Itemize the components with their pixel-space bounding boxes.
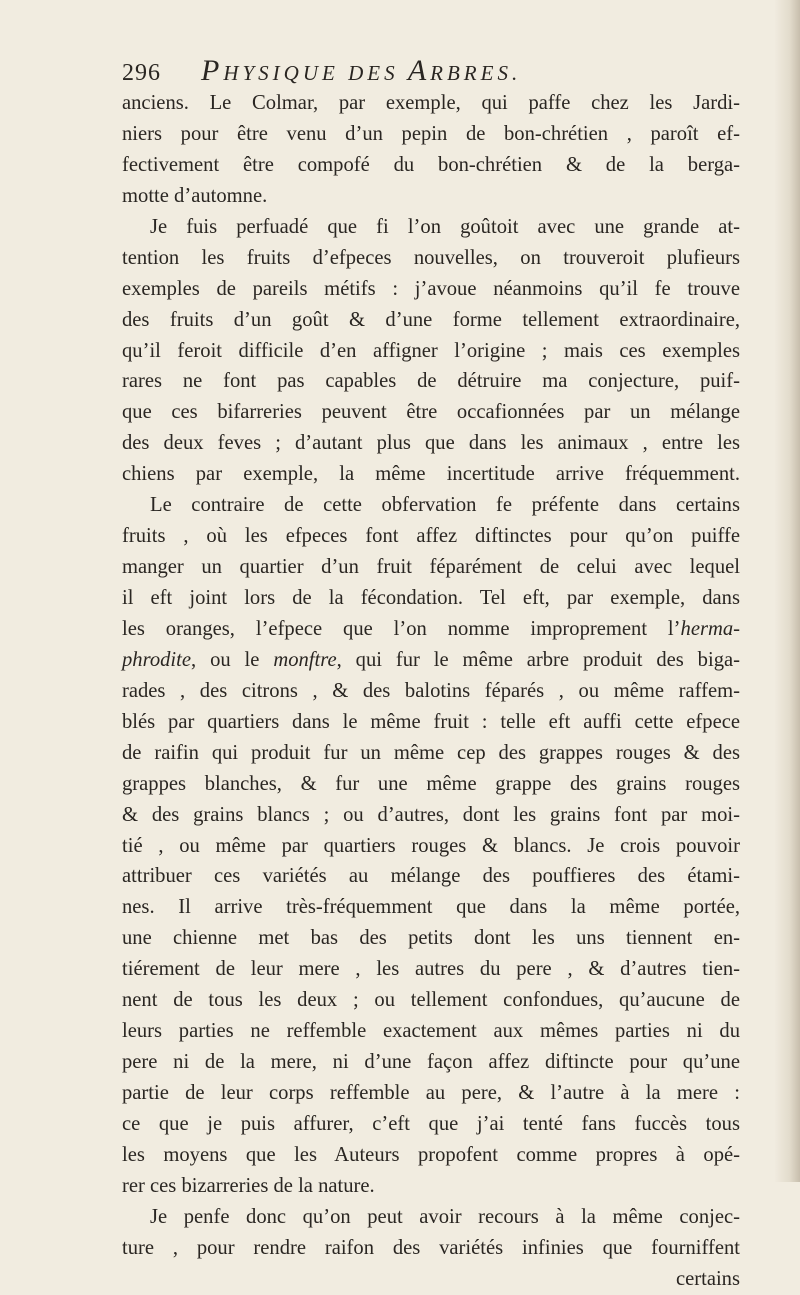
text-line: grappes blanches, & fur une même grappe des grains rouges — [122, 772, 740, 795]
text-line: fruits , où les efpeces font affez diftinctes pour qu’on puiffe — [122, 525, 740, 548]
text-line: anciens. Le Colmar, par exemple, qui paffe chez les Jardi- — [122, 92, 740, 114]
text-line: des deux feves ; d’autant plus que dans les animaux , entre les — [122, 432, 740, 455]
running-title-part-2: RBRES. — [430, 61, 522, 85]
text-line: blés par quartiers dans le même fruit : telle eft auffi cette efpece — [122, 710, 740, 733]
text-line: tiérement de leur mere , les autres du pere , & d’autres tien- — [122, 958, 740, 981]
text-line: motte d’automne. — [122, 184, 268, 207]
text-line: tié , ou même par quartiers rouges & blancs. Je crois pouvoir — [122, 834, 740, 857]
text-line: fectivement être compofé du bon-chrétien & de la berga- — [122, 153, 740, 176]
text-line: une chienne met bas des petits dont les uns tiennent en- — [122, 927, 740, 950]
text-line: qu’il feroit difficile d’en affigner l’origine ; mais ces exemples — [122, 339, 740, 362]
running-header — [122, 54, 742, 90]
text-segment: , ou le — [191, 648, 274, 671]
running-title-part-1: HYSIQUE DES — [223, 61, 408, 85]
page-edge-shadow — [774, 0, 800, 1182]
text-line: exemples de pareils métifs : j’avoue néanmoins qu’il fe trouve — [122, 277, 740, 300]
text-line: nent de tous les deux ; ou tellement confondues, qu’aucune de — [122, 989, 740, 1012]
text-line — [122, 645, 740, 676]
text-line: pere ni de la mere, ni d’une façon affez diftincte pour qu’une — [122, 1051, 740, 1074]
running-title — [201, 54, 521, 88]
italic-term: herma- — [680, 617, 740, 640]
text-line: ce que je puis affurer, c’eft que j’ai tenté fans fuccès tous — [122, 1112, 740, 1135]
catchword: certains — [675, 1267, 740, 1290]
text-segment: , qui fur le même arbre produit des biga- — [336, 648, 740, 671]
text-line: rares ne font pas capables de détruire ma conjecture, puif- — [122, 370, 740, 393]
text-segment: les oranges, l’efpece que l’on nomme improprement l’ — [122, 617, 681, 640]
running-title-initial-1: P — [201, 54, 224, 87]
text-line: Je fuis perfuadé que fi l’on goûtoit avec une grande at- — [150, 215, 740, 238]
text-line: que ces bifarreries peuvent être occafionnées par un mélange — [122, 401, 740, 424]
text-line: & des grains blancs ; ou d’autres, dont les grains font par moi- — [122, 803, 740, 826]
text-line: de raifin qui produit fur un même cep des grappes rouges & des — [122, 741, 740, 764]
text-line: Je penfe donc qu’on peut avoir recours à la même conjec- — [150, 1205, 740, 1228]
text-line: rer ces bizarreries de la nature. — [122, 1174, 375, 1197]
text-line: chiens par exemple, la même incertitude arrive fréquemment. — [122, 463, 740, 486]
text-line: Le contraire de cette obfervation fe préfente dans certains — [150, 494, 740, 517]
running-title-initial-2: A — [407, 54, 431, 87]
text-line: il eft joint lors de la fécondation. Tel eft, par exemple, dans — [122, 587, 740, 609]
text-line: attribuer ces variétés au mélange des pouffieres des étami- — [122, 865, 740, 888]
text-line: leurs parties ne reffemble exactement aux mêmes parties ni du — [122, 1020, 740, 1043]
body-text — [122, 88, 740, 1295]
italic-term: monftre — [273, 648, 337, 671]
text-line: partie de leur corps reffemble au pere, & l’autre à la mere : — [122, 1082, 740, 1104]
text-line: manger un quartier d’un fruit féparément de celui avec lequel — [122, 556, 740, 579]
italic-term: phrodite — [122, 648, 192, 671]
text-line: nes. Il arrive très-fréquemment que dans la même portée, — [122, 896, 740, 919]
text-line — [122, 614, 740, 645]
text-line: des fruits d’un goût & d’une forme tellement extraordinaire, — [122, 308, 740, 331]
text-line: niers pour être venu d’un pepin de bon-chrétien , paroît ef- — [122, 122, 740, 145]
page-number: 296 — [122, 60, 161, 86]
text-line: ture , pour rendre raifon des variétés infinies que fourniffent — [122, 1236, 740, 1259]
text-line: les moyens que les Auteurs propofent comme propres à opé- — [122, 1143, 740, 1166]
text-line: rades , des citrons , & des balotins féparés , ou même raffem- — [122, 679, 740, 702]
text-line: tention les fruits d’efpeces nouvelles, on trouveroit plufieurs — [122, 246, 740, 269]
